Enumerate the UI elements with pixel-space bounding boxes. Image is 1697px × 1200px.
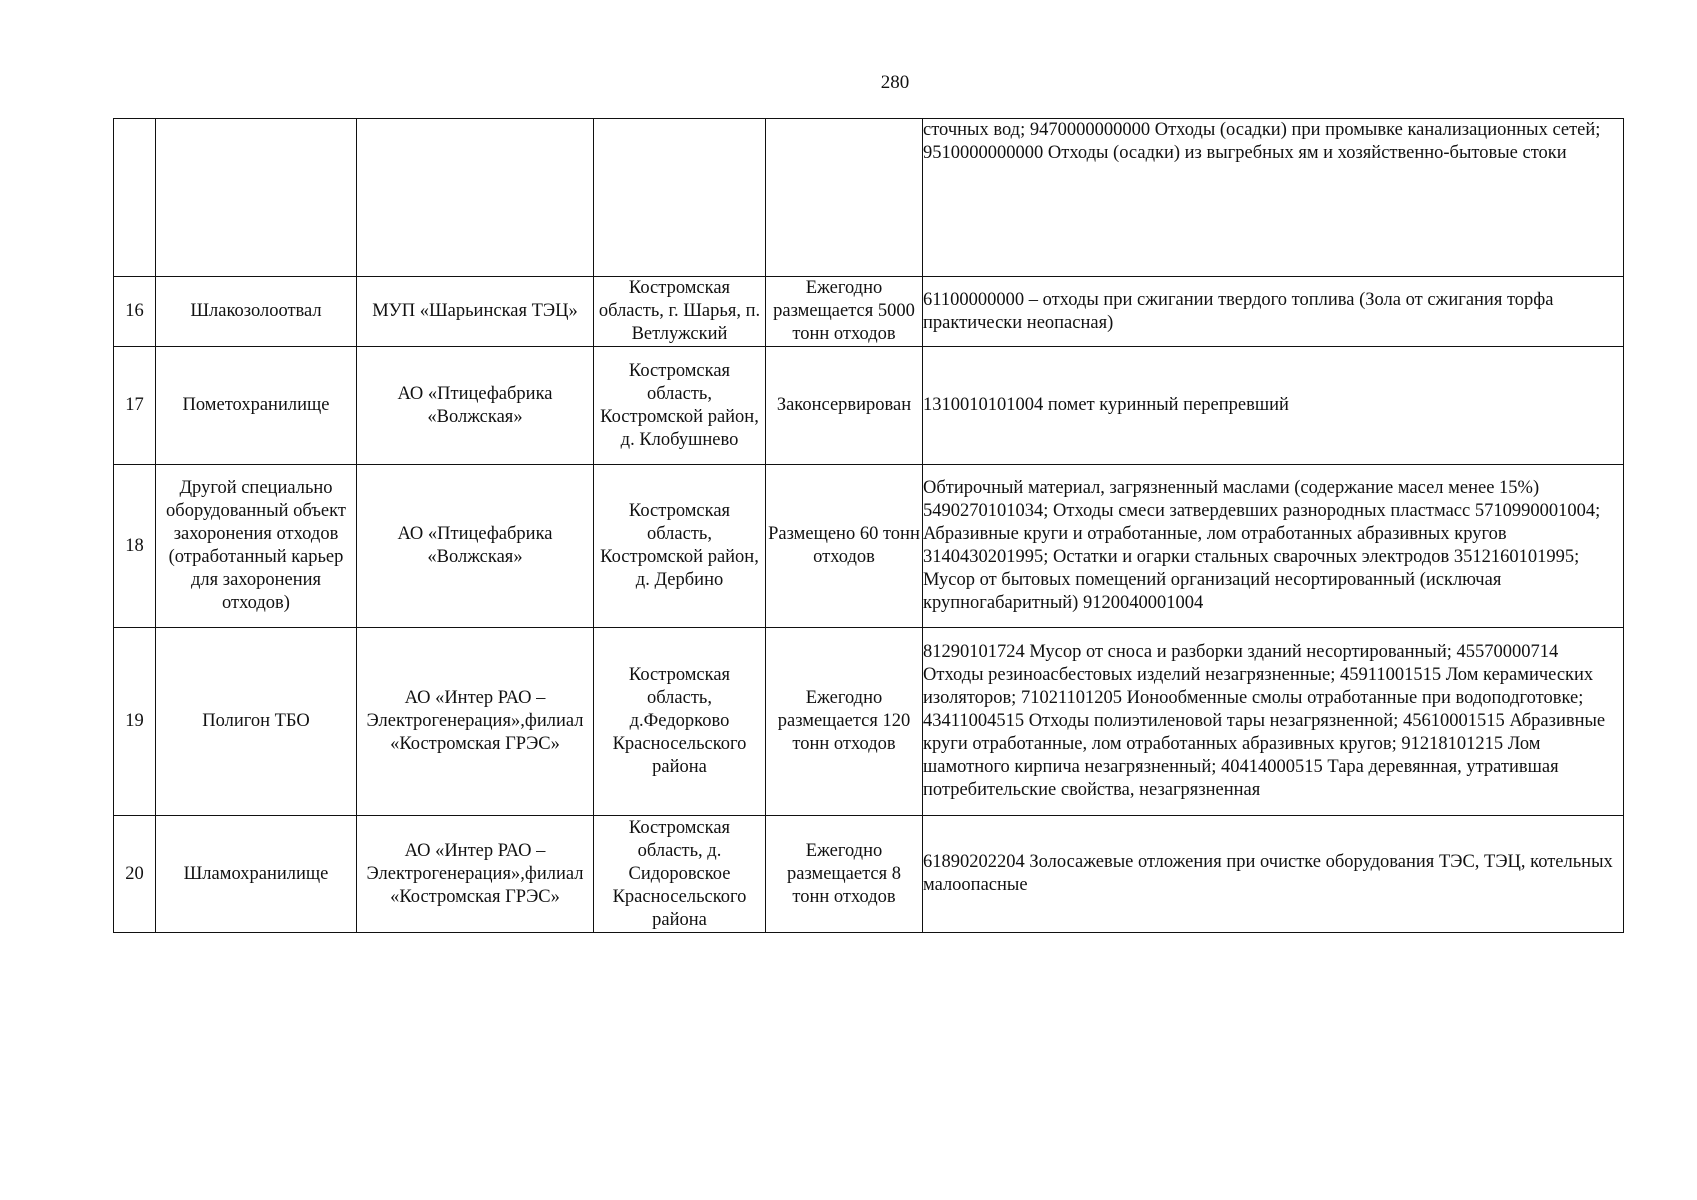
waste-volume: Ежегодно размещается 5000 тонн отходов [766, 277, 923, 347]
facility-type: Шлакозолоотвал [156, 277, 357, 347]
waste-volume: Ежегодно размещается 8 тонн отходов [766, 816, 923, 933]
waste-volume: Размещено 60 тонн отходов [766, 465, 923, 628]
waste-volume [766, 119, 923, 277]
table-row [114, 347, 1624, 465]
facility-owner: АО «Интер РАО – Электрогенерация»,филиал «Костромская ГРЭС» [357, 628, 594, 816]
facility-type: Шламохранилище [156, 816, 357, 933]
facility-type: Другой специально оборудованный объект захоронения отходов (отработанный карьер для захоронения отходов) [156, 465, 357, 628]
waste-volume: Ежегодно размещается 120 тонн отходов [766, 628, 923, 816]
table-row [114, 465, 1624, 628]
facility-location: Костромская область, г. Шарья, п. Ветлужский [594, 277, 766, 347]
facility-type [156, 119, 357, 277]
facility-location: Костромская область, Костромской район, д. Дербино [594, 465, 766, 628]
row-number [114, 119, 156, 277]
table-row [114, 628, 1624, 816]
row-number: 19 [114, 628, 156, 816]
row-number: 20 [114, 816, 156, 933]
table-row [114, 277, 1624, 347]
facility-location [594, 119, 766, 277]
waste-types: 61100000000 – отходы при сжигании твердого топлива (Зола от сжигания торфа практически неопасная) [923, 277, 1624, 347]
table-row [114, 816, 1624, 933]
row-number: 17 [114, 347, 156, 465]
page-number: 280 [880, 72, 910, 93]
facility-location: Костромская область, Костромской район, д. Клобушнево [594, 347, 766, 465]
facility-owner: МУП «Шарьинская ТЭЦ» [357, 277, 594, 347]
waste-volume: Законсервирован [766, 347, 923, 465]
facility-type: Полигон ТБО [156, 628, 357, 816]
facility-location: Костромская область, д. Сидоровское Красносельского района [594, 816, 766, 933]
facility-owner [357, 119, 594, 277]
facility-owner: АО «Птицефабрика «Волжская» [357, 347, 594, 465]
waste-facilities-table [113, 118, 1624, 933]
facility-owner: АО «Интер РАО – Электрогенерация»,филиал «Костромская ГРЭС» [357, 816, 594, 933]
waste-types: Обтирочный материал, загрязненный маслами (содержание масел менее 15%) 5490270101034; Отходы смеси затвердевших разнородных пластмасс 5710990001004; Абразивные круги и отработанные, лом отработанных абразивных кругов 3140430201995; Остатки и огарки стальных сварочных электродов 3512160101995; Мусор от бытовых помещений организаций несортированный (исключая крупногабаритный) 9120040001004 [923, 465, 1624, 628]
facility-owner: АО «Птицефабрика «Волжская» [357, 465, 594, 628]
waste-types: 61890202204 Золосажевые отложения при очистке оборудования ТЭС, ТЭЦ, котельных малоопасные [923, 816, 1624, 933]
row-number: 18 [114, 465, 156, 628]
facility-location: Костромская область, д.Федорково Красносельского района [594, 628, 766, 816]
waste-types: сточных вод; 9470000000000 Отходы (осадки) при промывке канализационных сетей; 9510000000000 Отходы (осадки) из выгребных ям и хозяйственно-бытовые стоки [923, 119, 1624, 277]
table-row [114, 119, 1624, 277]
row-number: 16 [114, 277, 156, 347]
waste-types: 81290101724 Мусор от сноса и разборки зданий несортированный; 45570000714 Отходы резиноасбестовых изделий незагрязненные; 45911001515 Лом керамических изоляторов; 71021101205 Ионообменные смолы отработанные при водоподготовке; 43411004515 Отходы полиэтиленовой тары незагрязненной; 45610001515 Абразивные круги отработанные, лом отработанных абразивных кругов; 91218101215 Лом шамотного кирпича незагрязненный; 40414000515 Тара деревянная, утратившая потребительские свойства, незагрязненная [923, 628, 1624, 816]
facility-type: Пометохранилище [156, 347, 357, 465]
waste-types: 1310010101004 помет куринный перепревший [923, 347, 1624, 465]
